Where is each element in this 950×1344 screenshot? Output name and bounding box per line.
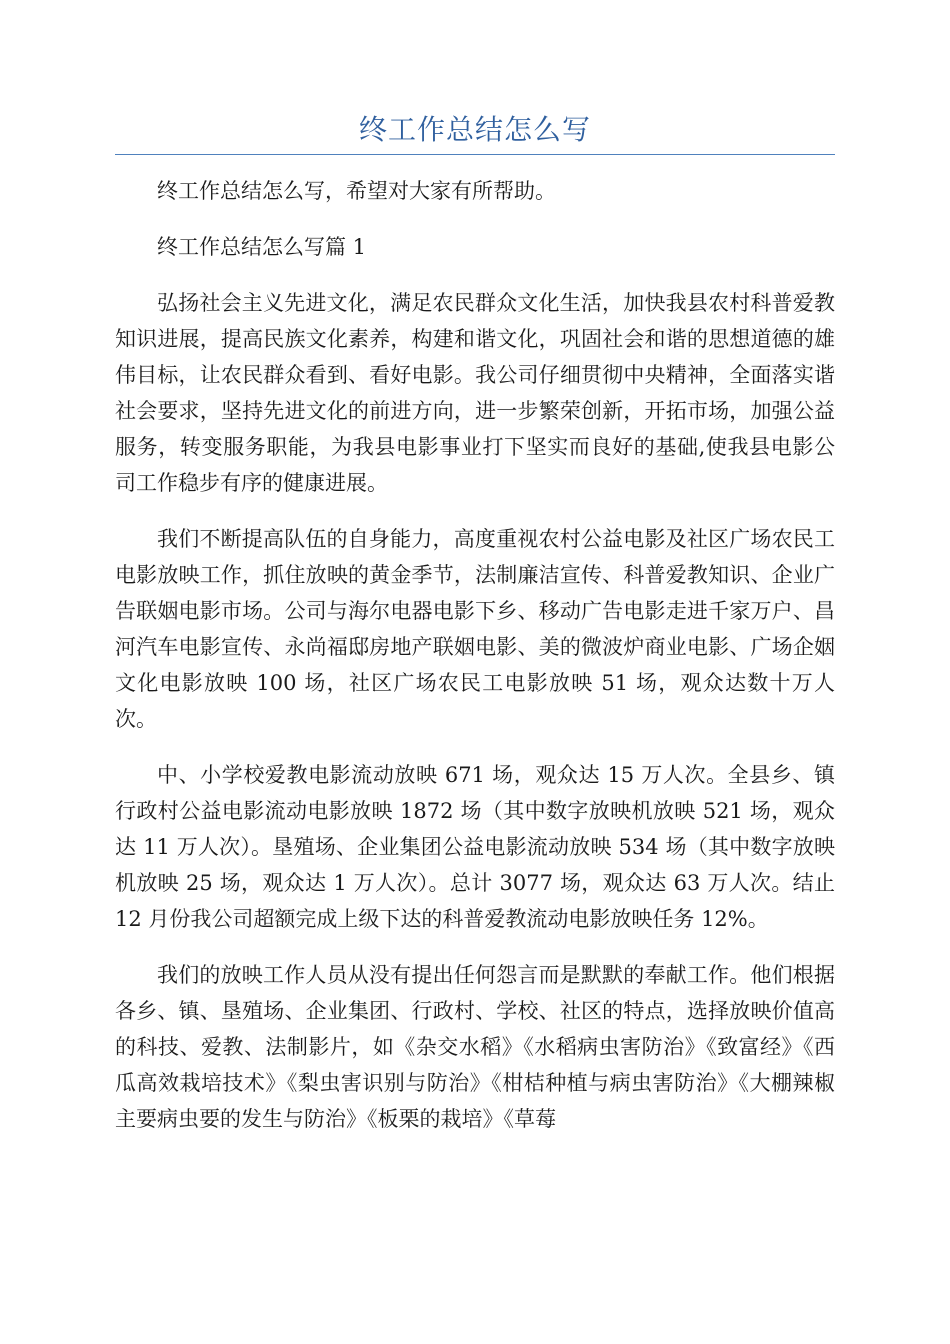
body-paragraph: 弘扬社会主义先进文化，满足农民群众文化生活，加快我县农村科普爱教知识进展，提高民族文化素养，构建和谐文化，巩固社会和谐的思想道德的雄伟目标，让农民群众看到、看好电影。我公司仔细贯彻中央精神，全面落实谐社会要求，坚持先进文化的前进方向，进一步繁荣创新，开拓市场，加强公益服务，转变服务职能，为我县电影事业打下坚实而良好的基础,使我县电影公司工作稳步有序的健康进展。 <box>115 291 835 495</box>
document-title: 终工作总结怎么写 <box>358 113 591 146</box>
body-paragraph: 我们的放映工作人员从没有提出任何怨言而是默默的奉献工作。他们根据各乡、镇、垦殖场、企业集团、行政村、学校、社区的特点，选择放映价值高的科技、爱教、法制影片，如《杂交水稻》《水稻病虫害防治》《致富经》《西瓜高效栽培技术》《梨虫害识别与防治》《柑桔种植与病虫害防治》《大棚辣椒主要病虫要的发生与防治》《板栗的栽培》《草莓 <box>115 963 835 1131</box>
section-heading: 终工作总结怎么写篇 1 <box>157 235 367 259</box>
title-underline <box>115 154 835 155</box>
body-paragraph: 中、小学校爱教电影流动放映 671 场，观众达 15 万人次。全县乡、镇行政村公益电影流动电影放映 1872 场（其中数字放映机放映 521 场，观众达 11 万人次）。垦殖场、企业集团公益电影流动放映 534 场（其中数字放映机放映 25 场，观众达 1 万人次）。总计 3077 场，观众达 63 万人次。结止 12 月份我公司超额完成上级下达的科普爱教流动电影放映任务 12%。 <box>115 763 835 931</box>
document-body <box>115 173 835 1157</box>
intro-paragraph: 终工作总结怎么写，希望对大家有所帮助。 <box>157 179 556 203</box>
body-paragraph: 我们不断提高队伍的自身能力，高度重视农村公益电影及社区广场农民工电影放映工作，抓住放映的黄金季节，法制廉洁宣传、科普爱教知识、企业广告联姻电影市场。公司与海尔电器电影下乡、移动广告电影走进千家万户、昌河汽车电影宣传、永尚福邸房地产联姻电影、美的微波炉商业电影、广场企姻文化电影放映 100 场，社区广场农民工电影放映 51 场，观众达数十万人次。 <box>115 527 835 731</box>
